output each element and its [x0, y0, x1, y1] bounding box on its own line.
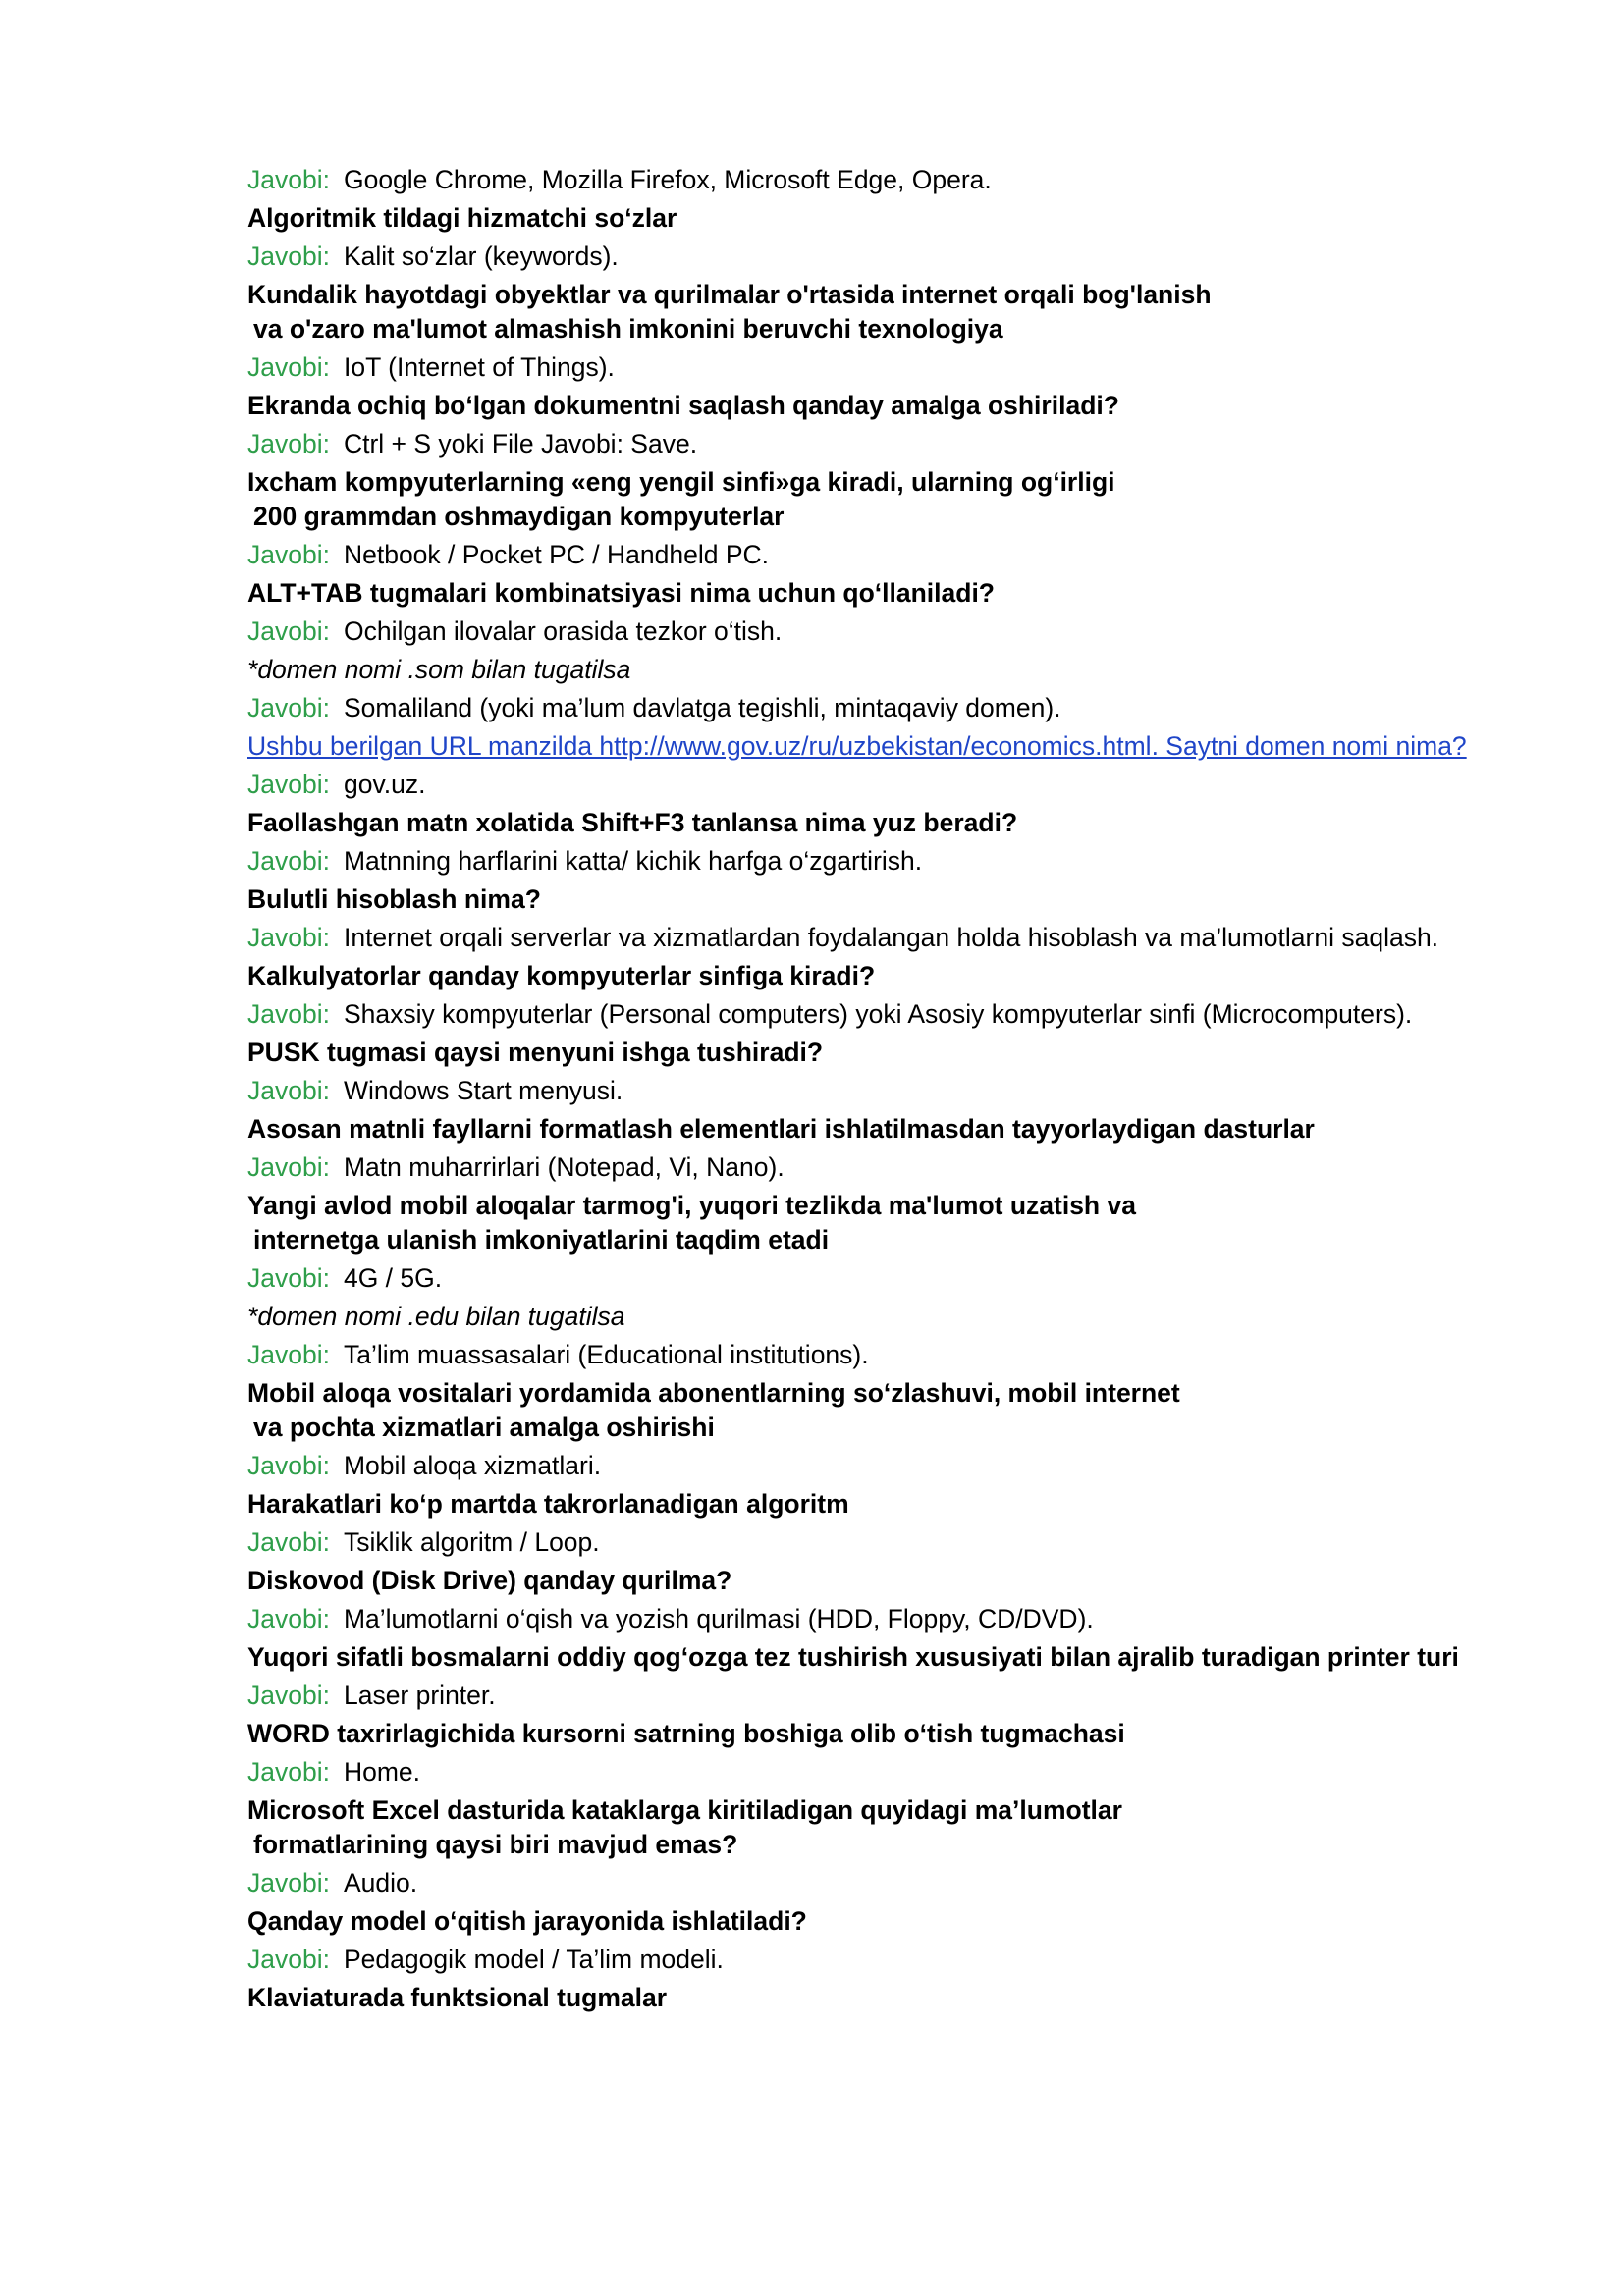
answer-text: Pedagogik model / Ta’lim modeli. [343, 1945, 724, 1974]
answer-text: Matn muharrirlari (Notepad, Vi, Nano). [343, 1152, 785, 1182]
answer-label: Javobi: [247, 1681, 330, 1710]
question-text-continued: 200 grammdan oshmaydigan kompyuterlar [253, 502, 785, 531]
answer-line [247, 538, 1602, 572]
answer-label: Javobi: [247, 165, 330, 194]
answer-label: Javobi: [247, 1152, 330, 1182]
answer-line [247, 768, 1602, 802]
question-text: Ekranda ochiq bo‘lgan dokumentni saqlash qanday amalga oshiriladi? [247, 391, 1119, 420]
answer-line [247, 691, 1602, 725]
question-text: ALT+TAB tugmalari kombinatsiyasi nima uchun qo‘llaniladi? [247, 578, 995, 608]
question-text: PUSK tugmasi qaysi menyuni ishga tushiradi? [247, 1038, 824, 1067]
answer-text: Home. [343, 1757, 421, 1787]
answer-text: IoT (Internet of Things). [343, 352, 615, 382]
question-text: Yangi avlod mobil aloqalar tarmog'i, yuqori tezlikda ma'lumot uzatish va [247, 1191, 1136, 1220]
answer-line [247, 997, 1602, 1032]
document-page [247, 159, 1602, 2015]
answer-label: Javobi: [247, 540, 330, 569]
answer-text: Audio. [343, 1868, 418, 1897]
question-text-continued: internetga ulanish imkoniyatlarini taqdim etadi [253, 1225, 830, 1255]
answer-label: Javobi: [247, 1868, 330, 1897]
answer-label: Javobi: [247, 1945, 330, 1974]
answer-line [247, 1755, 1602, 1789]
question-text: Asosan matnli fayllarni formatlash elementlari ishlatilmasdan tayyorlaydigan dasturlar [247, 1114, 1315, 1144]
answer-line [247, 1602, 1602, 1636]
note-text: *domen nomi .edu bilan tugatilsa [247, 1302, 625, 1331]
answer-text: Google Chrome, Mozilla Firefox, Microsoft Edge, Opera. [343, 165, 992, 194]
question-text: Yuqori sifatli bosmalarni oddiy qog‘ozga tez tushirish xususiyati bilan ajralib turadigan printer turi [247, 1642, 1459, 1672]
answer-label: Javobi: [247, 1263, 330, 1293]
answer-text: Shaxsiy kompyuterlar (Personal computers) yoki Asosiy kompyuterlar sinfi (Microcomputers). [343, 999, 1413, 1029]
question-text: Klaviaturada funktsional tugmalar [247, 1983, 668, 2012]
question-text-continued: formatlarining qaysi biri mavjud emas? [253, 1830, 738, 1859]
answer-line [247, 427, 1602, 461]
answer-line [247, 1074, 1602, 1108]
url-link[interactable]: Ushbu berilgan URL manzilda http://www.gov.uz/ru/uzbekistan/economics.html. Saytni domen nomi nima? [247, 731, 1467, 761]
answer-text: Ochilgan ilovalar orasida tezkor o‘tish. [343, 616, 783, 646]
answer-text: Internet orqali serverlar va xizmatlardan foydalangan holda hisoblash va ma’lumotlarni saqlash. [343, 923, 1439, 952]
answer-label: Javobi: [247, 770, 330, 799]
question-text: Faollashgan matn xolatida Shift+F3 tanlansa nima yuz beradi? [247, 808, 1018, 837]
answer-line [247, 1679, 1602, 1713]
answer-label: Javobi: [247, 846, 330, 876]
answer-label: Javobi: [247, 999, 330, 1029]
answer-text: 4G / 5G. [343, 1263, 443, 1293]
answer-text: Netbook / Pocket PC / Handheld PC. [343, 540, 770, 569]
answer-label: Javobi: [247, 429, 330, 458]
answer-label: Javobi: [247, 616, 330, 646]
answer-text: Mobil aloqa xizmatlari. [343, 1451, 602, 1480]
answer-text: Windows Start menyusi. [343, 1076, 623, 1105]
question-text: Algoritmik tildagi hizmatchi so‘zlar [247, 203, 677, 233]
answer-text: Ma’lumotlarni o‘qish va yozish qurilmasi (HDD, Floppy, CD/DVD). [343, 1604, 1094, 1633]
answer-line [247, 350, 1602, 385]
answer-line [247, 1338, 1602, 1372]
answer-line [247, 1150, 1602, 1185]
answer-line [247, 240, 1602, 274]
answer-label: Javobi: [247, 1451, 330, 1480]
answer-label: Javobi: [247, 1340, 330, 1369]
answer-text: gov.uz. [343, 770, 426, 799]
question-text: Bulutli hisoblash nima? [247, 884, 541, 914]
answer-text: Somaliland (yoki ma’lum davlatga tegishli, mintaqaviy domen). [343, 693, 1061, 722]
answer-label: Javobi: [247, 1076, 330, 1105]
question-text: Qanday model o‘qitish jarayonida ishlatiladi? [247, 1906, 807, 1936]
question-text: Kundalik hayotdagi obyektlar va qurilmalar o'rtasida internet orqali bog'lanish [247, 280, 1212, 309]
question-text: Microsoft Excel dasturida kataklarga kiritiladigan quyidagi ma’lumotlar [247, 1795, 1122, 1825]
question-text: Kalkulyatorlar qanday kompyuterlar sinfiga kiradi? [247, 961, 876, 990]
answer-label: Javobi: [247, 923, 330, 952]
question-text-continued: va o'zaro ma'lumot almashish imkonini beruvchi texnologiya [253, 314, 1003, 344]
question-text-continued: va pochta xizmatlari amalga oshirishi [253, 1413, 715, 1442]
question-text: Harakatlari ko‘p martda takrorlanadigan algoritm [247, 1489, 849, 1519]
note-text: *domen nomi .som bilan tugatilsa [247, 655, 631, 684]
answer-text: Tsiklik algoritm / Loop. [343, 1527, 600, 1557]
answer-label: Javobi: [247, 241, 330, 271]
answer-label: Javobi: [247, 1604, 330, 1633]
answer-text: Ta’lim muassasalari (Educational institutions). [343, 1340, 869, 1369]
answer-line [247, 844, 1602, 879]
answer-line [247, 1261, 1602, 1296]
answer-label: Javobi: [247, 1527, 330, 1557]
answer-line [247, 1449, 1602, 1483]
answer-line [247, 163, 1602, 197]
answer-line [247, 1943, 1602, 1977]
answer-line [247, 614, 1602, 649]
question-text: Mobil aloqa vositalari yordamida abonentlarning so‘zlashuvi, mobil internet [247, 1378, 1180, 1408]
answer-label: Javobi: [247, 1757, 330, 1787]
question-text: Diskovod (Disk Drive) qanday qurilma? [247, 1566, 732, 1595]
answer-text: Matnning harflarini katta/ kichik harfga o‘zgartirish. [343, 846, 923, 876]
answer-label: Javobi: [247, 352, 330, 382]
answer-line [247, 1866, 1602, 1900]
answer-line [247, 921, 1602, 955]
answer-label: Javobi: [247, 693, 330, 722]
question-text: WORD taxrirlagichida kursorni satrning boshiga olib o‘tish tugmachasi [247, 1719, 1125, 1748]
answer-text: Laser printer. [343, 1681, 496, 1710]
answer-text: Kalit so‘zlar (keywords). [343, 241, 619, 271]
answer-text: Ctrl + S yoki File Javobi: Save. [343, 429, 698, 458]
question-text: Ixcham kompyuterlarning «eng yengil sinfi»ga kiradi, ularning og‘irligi [247, 467, 1115, 497]
answer-line [247, 1525, 1602, 1560]
